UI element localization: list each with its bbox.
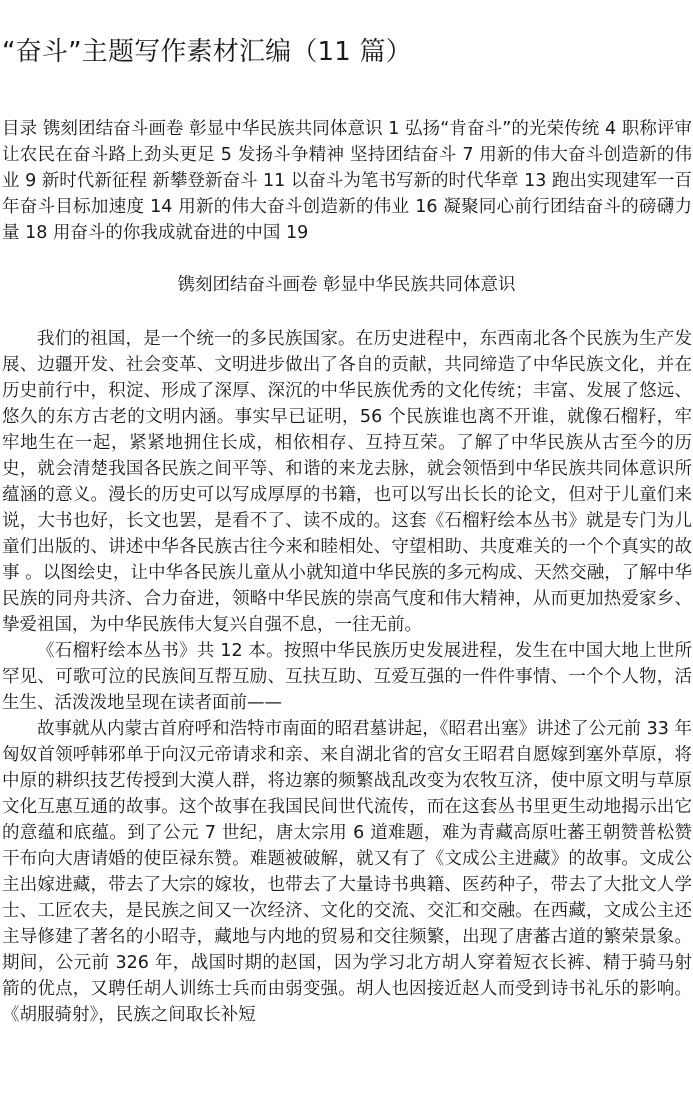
paragraph: 《石榴籽绘本丛书》共 12 本。按照中华民族历史发展进程，发生在中国大地上世所罕见、可歌可泣的民族间互帮互励、互扶互助、互爱互强的一件件事情、一个个人物，活生生、活泼泼地呈现在读者面前—— <box>2 641 692 713</box>
paragraph: 故事就从内蒙古首府呼和浩特市南面的昭君墓讲起，《昭君出塞》讲述了公元前 33 年匈奴首领呼韩邪单于向汉元帝请求和亲、来自湖北省的宫女王昭君自愿嫁到塞外草原，将中原的耕织技艺传授到大漠人群，将边寨的频繁战乱改变为农牧互济，使中原文明与草原文化互惠互通的故事。这个故事在我国民间世代流传，而在这套丛书里更生动地揭示出它的意蕴和底蕴。到了公元 7 世纪，唐太宗用 6 道难题，难为青藏高原吐蕃王朝赞普松赞干布向大唐请婚的使臣禄东赞。难题被破解，就又有了《文成公主进藏》的故事。文成公主出嫁进藏，带去了大宗的嫁妆，也带去了大量诗书典籍、医药种子，带去了大批文人学士、工匠农夫，是民族之间又一次经济、文化的交流、交汇和交融。在西藏，文成公主还主导修建了著名的小昭寺，藏地与内地的贸易和交往频繁，出现了唐蕃古道的繁荣景象。期间，公元前 326 年，战国时期的赵国，因为学习北方胡人穿着短衣长裤、精于骑马射箭的优点，又聘任胡人训练士兵而由弱变强。胡人也因接近赵人而受到诗书礼乐的影响。《胡服骑射》，民族之间取长补短 <box>2 719 692 1025</box>
paragraph: 我们的祖国，是一个统一的多民族国家。在历史进程中，东西南北各个民族为生产发展、边疆开发、社会变革、文明进步做出了各自的贡献，共同缔造了中华民族文化，并在历史前行中，积淀、形成了深厚、深沉的中华民族优秀的文化传统；丰富、发展了悠远、悠久的东方古老的文明内涵。事实早已证明，56 个民族谁也离不开谁，就像石榴籽，牢牢地生在一起，紧紧地拥住长成，相依相存、互持互荣。了解了中华民族从古至今的历史，就会清楚我国各民族之间平等、和谐的来龙去脉，就会领悟到中华民族共同体意识所蕴涵的意义。漫长的历史可以写成厚厚的书籍，也可以写出长长的论文，但对于儿童们来说，大书也好，长文也罢，是看不了、读不成的。这套《石榴籽绘本丛书》就是专门为儿童们出版的、讲述中华各民族古往今来和睦相处、守望相助、共度难关的一个个真实的故事 。以图绘史，让中华各民族儿童从小就知道中华民族的多元构成、天然交融，了解中华民族的同舟共济、合力奋进，领略中华民族的崇高气度和伟大精神，从而更加热爱家乡、挚爱祖国，为中华民族伟大复兴自强不息，一往无前。 <box>2 329 692 635</box>
document-title: “奋斗”主题写作素材汇编（11 篇） <box>2 37 412 67</box>
article-body <box>2 326 692 1028</box>
table-of-contents: 目录 镌刻团结奋斗画卷 彰显中华民族共同体意识 1 弘扬“肯奋斗”的光荣传统 4 职称评审让农民在奋斗路上劲头更足 5 发扬斗争精神 坚持团结奋斗 7 用新的伟大奋斗创造新的伟业 9 新时代新征程 新攀登新奋斗 11 以奋斗为笔书写新的时代华章 13 跑出实现建军一百年奋斗目标加速度 14 用新的伟大奋斗创造新的伟业 16 凝聚同心前行团结奋斗的磅礴力量 18 用奋斗的你我成就奋进的中国 19 <box>2 119 692 243</box>
section-title: 镌刻团结奋斗画卷 彰显中华民族共同体意识 <box>177 275 516 295</box>
